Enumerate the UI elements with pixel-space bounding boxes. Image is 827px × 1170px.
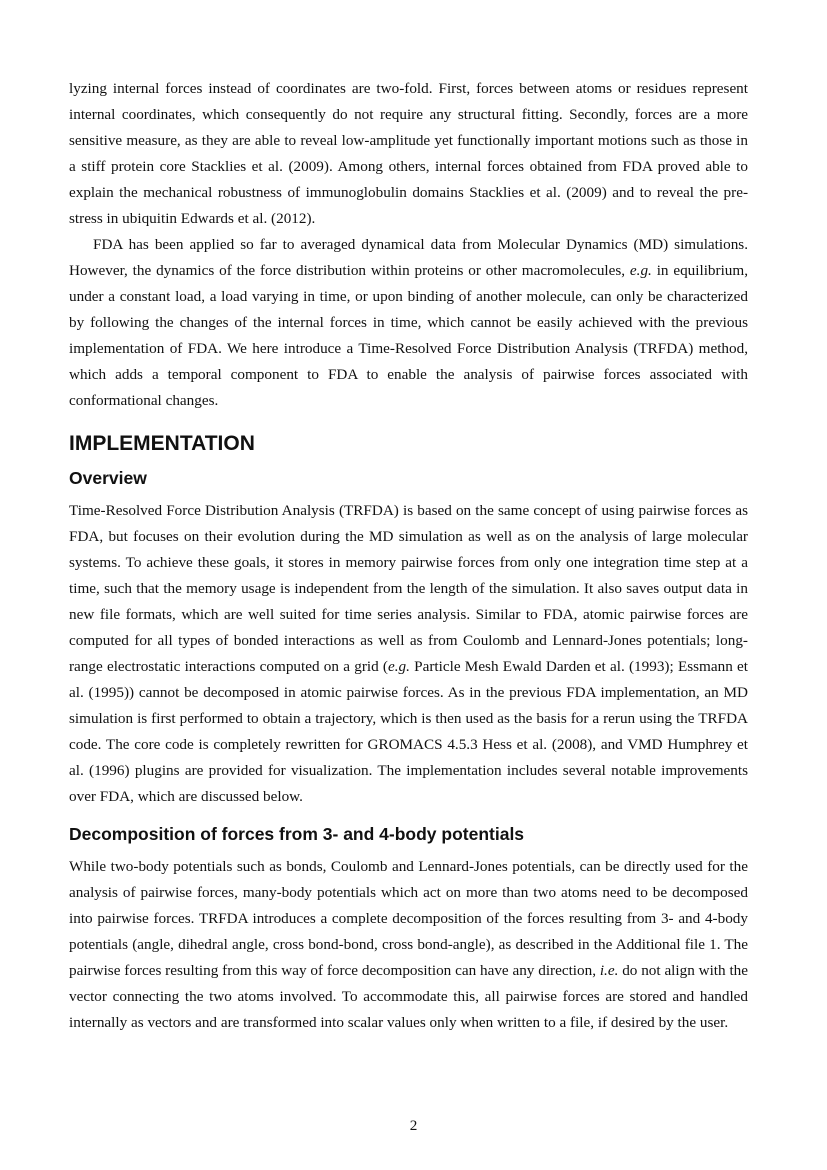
subsection-heading-decomposition: Decomposition of forces from 3- and 4-body potentials: [69, 824, 525, 844]
intro-paragraph-trfda: [69, 232, 748, 414]
decomposition-paragraph: [69, 854, 748, 1036]
paragraph-text: While two-body potentials such as bonds, Coulomb and Lennard-Jones potentials, can be directly used for the analysis of pairwise forces, many-body potentials which act on more than two atoms need to be decomposed into pairwise forces. TRFDA introduces a complete decomposition of the forces resulting from 3- and 4-body potentials (angle, dihedral angle, cross bond-bond, cross bond-angle), as described in the Additional file 1. The pairwise forces resulting from this way of force decomposition can have any direction,: [69, 858, 748, 979]
overview-paragraph: [69, 498, 748, 810]
paragraph-text: do not align with the vector connecting the two atoms involved. To accommodate this, all pairwise forces are stored and handled internally as vectors and are transformed into scalar values only when written to a file, if desired by the user.: [69, 962, 748, 1031]
intro-paragraph-continued: lyzing internal forces instead of coordinates are two-fold. First, forces between atoms or residues represent internal coordinates, which consequently do not require any structural fitting. Secondly, forces are a more sensitive measure, as they are able to reveal low-amplitude yet functionally important motions such as those in a stiff protein core Stacklies et al. (2009). Among others, internal forces obtained from FDA proved able to explain the mechanical robustness of immunoglobulin domains Stacklies et al. (2009) and to reveal the pre-stress in ubiquitin Edwards et al. (2012).: [69, 80, 748, 227]
page-number: 2: [409, 1117, 418, 1134]
paragraph-text: in equilibrium, under a constant load, a load varying in time, or upon binding of another molecule, can only be characterized by following the changes of the internal forces in time, which cannot be easily achieved with the previous implementation of FDA. We here introduce a Time-Resolved Force Distribution Analysis (TRFDA) method, which adds a temporal component to FDA to enable the analysis of pairwise forces associated with conformational changes.: [69, 262, 748, 409]
italic-abbreviation: e.g.: [388, 658, 410, 675]
italic-abbreviation: e.g.: [629, 262, 652, 279]
section-heading-implementation: IMPLEMENTATION: [69, 432, 255, 455]
subsection-heading-overview: Overview: [69, 468, 147, 488]
paragraph-text: FDA has been applied so far to averaged dynamical data from Molecular Dynamics (MD) simulations. However, the dynamics of the force distribution within proteins or other macromolecules,: [69, 236, 748, 279]
paragraph-text: Time-Resolved Force Distribution Analysis (TRFDA) is based on the same concept of using pairwise forces as FDA, but focuses on their evolution during the MD simulation as well as on the analysis of large molecular systems. To achieve these goals, it stores in memory pairwise forces from only one integration time step at a time, such that the memory usage is independent from the length of the simulation. It also saves output data in new file formats, which are well suited for time series analysis. Similar to FDA, atomic pairwise forces are computed for all types of bonded interactions as well as from Coulomb and Lennard-Jones potentials; long-range electrostatic interactions computed on a grid (: [69, 502, 748, 675]
paragraph-text: Particle Mesh Ewald Darden et al. (1993); Essmann et al. (1995)) cannot be decomposed in atomic pairwise forces. As in the previous FDA implementation, an MD simulation is first performed to obtain a trajectory, which is then used as the basis for a rerun using the TRFDA code. The core code is completely rewritten for GROMACS 4.5.3 Hess et al. (2008), and VMD Humphrey et al. (1996) plugins are provided for visualization. The implementation includes several notable improvements over FDA, which are discussed below.: [69, 658, 748, 805]
italic-abbreviation: i.e.: [599, 962, 619, 979]
page-content: [69, 76, 748, 1036]
